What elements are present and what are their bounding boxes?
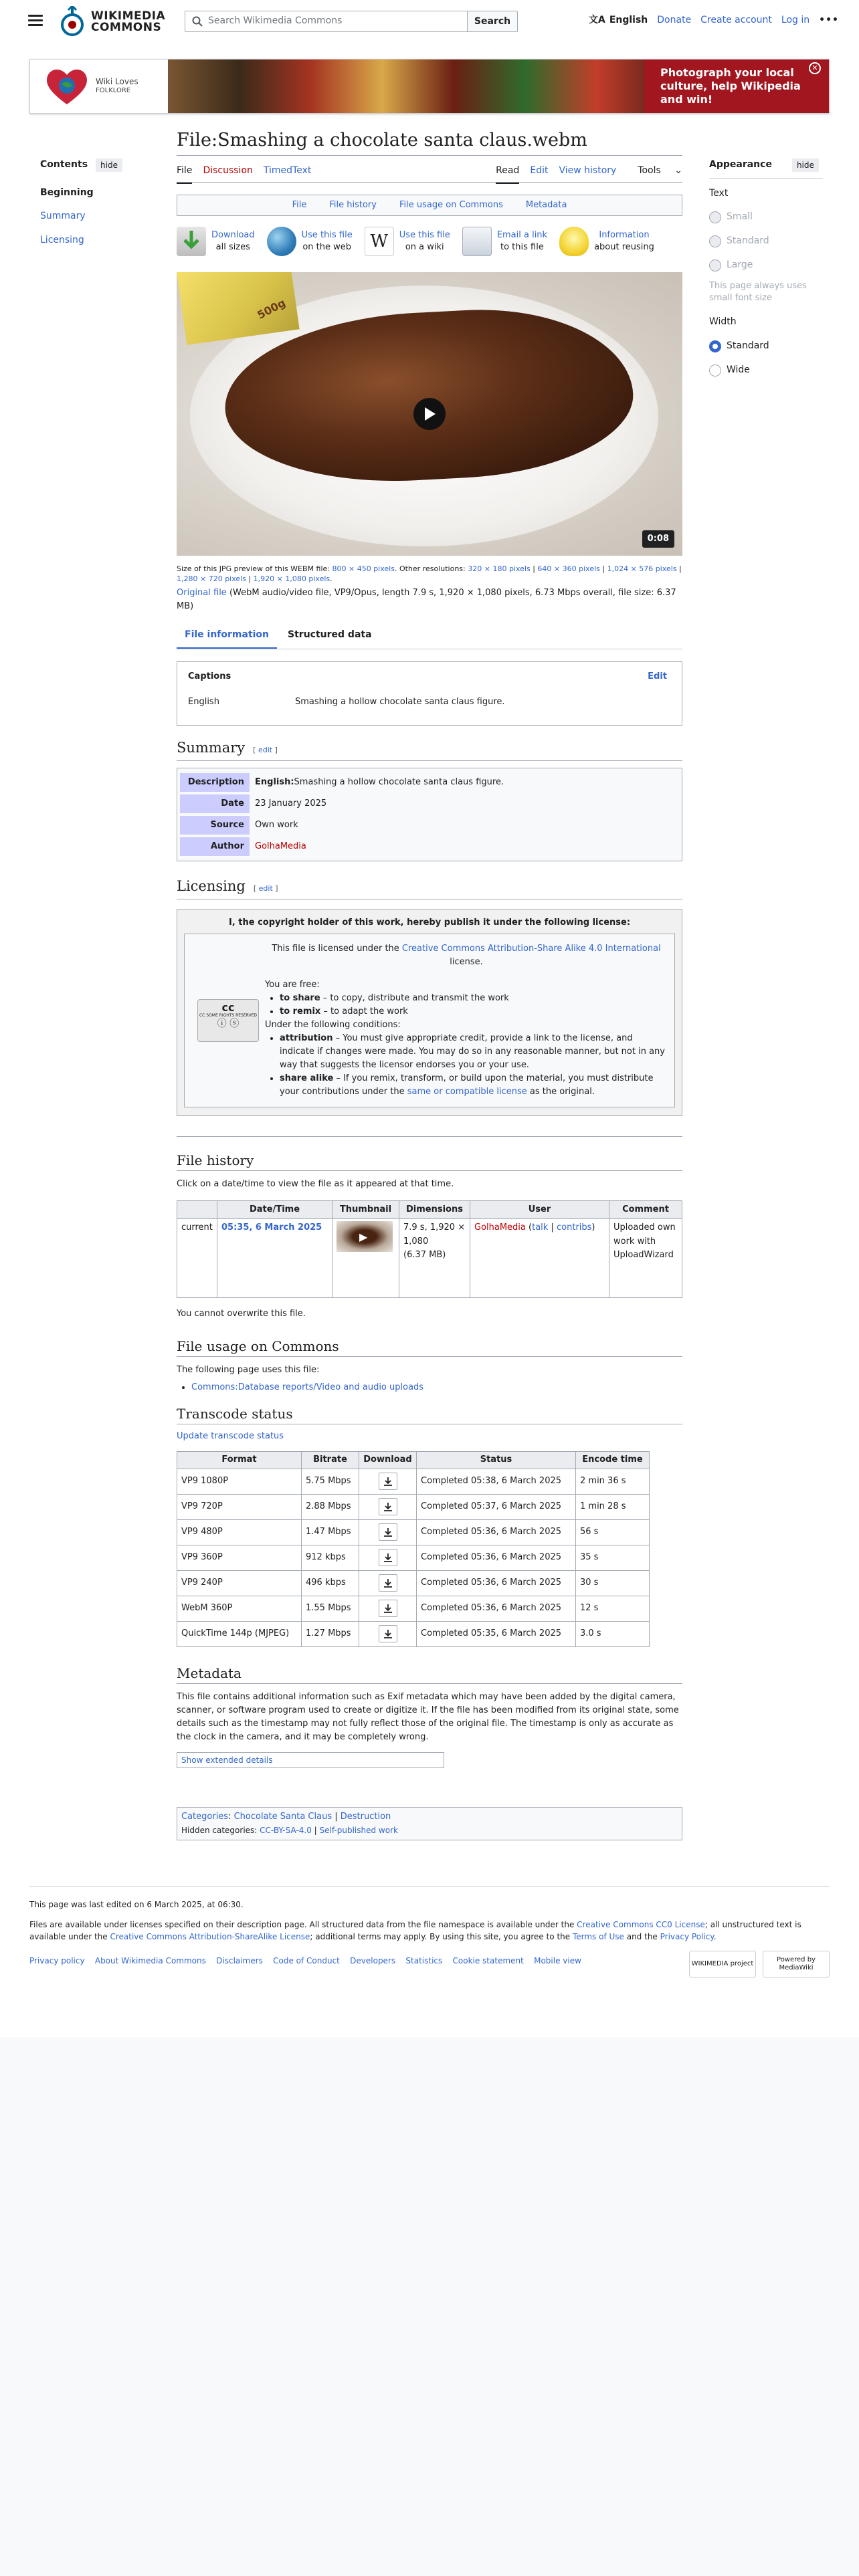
caption-language: English [188,697,219,708]
site-header [0,0,859,47]
language-icon: 文A [588,15,605,25]
wikipedia-icon: W [365,227,394,256]
license-text: This file is licensed under the Creative Commons Attribution-Share Alike 4.0 International license. You are free: • to share – to copy, distribute and transmit the work • to remix – to adapt the work Under the following conditions: • attribution – You must give appropriate credit, provide a link to the license, and indicate if changes were made. You may do so in any reasonable manner, but not in any way that suggests the licensor endorses you or your use. • share alike – If you remix, transform, or build upon the material, you must distribute your contributions under the same or compatible license as the original. [265,942,668,1099]
license-intro: I, the copyright holder of this work, hereby publish it under the following license: [228,918,631,928]
search-input[interactable]: Search Wikimedia Commons [185,11,468,32]
footer-link[interactable]: About Wikimedia Commons [94,1956,206,1965]
table-row: VP9 720P 2.88 Mbps Completed 05:37, 6 March 2025 1 min 28 s [177,1494,650,1519]
nav-file[interactable]: File [292,199,307,210]
radio-icon [709,235,721,247]
video-frame-bag: 500g [177,272,300,345]
summary-edit-link[interactable]: edit [258,746,273,754]
campaign-banner[interactable] [29,59,830,114]
logo-wordmark: WIKIMEDIA COMMONS [91,9,166,34]
summary-row: Date 23 January 2025 [180,794,679,814]
commons-logo-icon [59,6,86,38]
tools-menu[interactable]: Tools ⌄ [638,165,682,176]
text-size-standard: Standard [709,234,823,249]
history-date-link[interactable]: 05:35, 6 March 2025 [221,1222,322,1233]
powered-by-mediawiki-badge[interactable]: Powered by MediaWiki [763,1951,830,1977]
res-link[interactable]: 320 × 180 pixels [468,564,531,573]
log-in-link[interactable]: Log in [781,15,810,25]
file-usage-intro: The following page uses this file: [177,1364,320,1375]
table-row: WebM 360P 1.55 Mbps Completed 05:36, 6 March 2025 12 s [177,1596,650,1621]
author-link[interactable]: GolhaMedia [255,841,306,851]
page-tabs [177,158,682,183]
download-icon[interactable] [379,1523,397,1541]
footer-link[interactable]: Mobile view [534,1956,581,1965]
download-action[interactable]: Download all sizes [177,221,255,261]
nav-file-usage[interactable]: File usage on Commons [399,199,503,210]
banner-brand-line1: Wiki Loves [96,77,138,86]
captions-box [177,661,682,726]
summary-heading: Summary [ edit ] [177,738,682,761]
radio-selected-icon [709,340,721,352]
res-link[interactable]: 1,920 × 1,080 pixels [253,574,330,583]
table-of-contents [40,158,147,248]
summary-table [177,768,682,861]
transcode-heading: Transcode status [177,1404,682,1424]
caption-text: Smashing a hollow chocolate santa claus figure. [295,697,505,708]
text-size-label: Text [709,187,729,199]
transcode-table: Format Bitrate Download Status Encode time VP9 1080P 5.75 Mbps Completed 05:38, 6 March 2025 2 min 36 s VP9 720P 2.88 Mbps Completed 05:37, 6 March 2025 1 min 28 s VP9 480P 1.47 Mbps Completed 05:36, 6 March 2025 56 s VP9 360P 912 kbps Completed 05:36, 6 March 2025 35 s VP9 240P 496 kbps Completed 05:36, 6 March 2025 30 s WebM 360P 1.55 Mbps Completed 05:36, 6 March 2025 12 s QuickTime 144p (MJPEG) 1.27 Mbps Completed 05:35, 6 March 2025 3.0 s [177,1451,650,1647]
history-thumbnail[interactable] [337,1221,393,1252]
play-icon[interactable] [413,398,446,430]
video-duration: 0:08 [642,530,674,548]
width-standard[interactable]: Standard [709,339,823,354]
play-icon: ▶ [359,1230,368,1244]
radio-icon [709,211,721,223]
chevron-down-icon: ⌄ [674,165,682,176]
table-row: VP9 360P 912 kbps Completed 05:36, 6 March 2025 35 s [177,1545,650,1570]
radio-icon [709,364,721,377]
last-edited: This page was last edited on 6 March 2025, at 06:30. [29,1900,244,1909]
license-footer: Files are available under licenses specified on their description page. All structured data from the file namespace is available under the Creative Commons CC0 License; all unstructured text is available under the Creative Commons Attribution-ShareAlike License; additional terms may apply. By using this site, you agree to the Terms of Use and the Privacy Policy. [29,1920,801,1941]
metadata-text: This file contains additional information such as Exif metadata which may have been added by the digital camera, scanner, or software program used to create or digitize it. If the file has been modified from its original state, some details such as the timestamp may not fully reflect those of the original file. The timestamp is only as accurate as the clock in the camera, and it may be completely wrong. [177,1691,679,1742]
captions-title: Captions [188,671,231,681]
banner-brand [30,60,168,113]
toc-hide-button[interactable]: hide [96,158,122,172]
res-link[interactable]: 640 × 360 pixels [537,564,600,573]
tab-discussion[interactable]: Discussion [203,165,253,176]
summary-row: Author GolhaMedia [180,837,679,857]
tab-edit[interactable]: Edit [530,165,549,176]
footer-link[interactable]: Privacy policy [29,1956,85,1965]
heart-globe-icon [43,66,90,107]
file-history-intro: Click on a date/time to view the file as it appeared at that time. [177,1179,454,1190]
licensing-heading: Licensing [ edit ] [177,876,682,899]
metadata-heading: Metadata [177,1663,682,1684]
banner-photos [168,60,644,113]
cc-license-link[interactable]: Creative Commons Attribution-Share Alike 4.0 International [401,944,661,954]
footer-link[interactable]: Cookie statement [452,1956,524,1965]
tab-structured-data[interactable]: Structured data [288,629,372,640]
download-icon[interactable] [379,1600,397,1617]
category-link[interactable]: Chocolate Santa Claus [233,1811,332,1822]
close-icon[interactable]: ✕ [809,62,821,74]
preview-size-link[interactable]: 800 × 450 pixels [332,564,395,573]
history-user-link[interactable]: GolhaMedia [474,1222,526,1233]
cc-by-sa-link[interactable]: Creative Commons Attribution-ShareAlike License [110,1932,310,1941]
tab-view-history[interactable]: View history [559,165,617,176]
site-logo[interactable] [59,4,165,40]
donate-link[interactable]: Donate [657,15,692,25]
page-title: File:Smashing a chocolate santa claus.webm [177,127,682,156]
res-link[interactable]: 1,024 × 576 pixels [607,564,677,573]
preview-size-info: Size of this JPG preview of this WEBM file: 800 × 450 pixels. Other resolutions: 320 × 180 pixels | 640 × 360 pixels | 1,024 × 576 pixels | 1,280 × 720 pixels | 1,920 × 1,080 pixels. [177,564,682,583]
original-file-info: Original file (WebM audio/video file, VP9/Opus, length 7.9 s, 1,920 × 1,080 pixels, 6.73 Mbps overall, file size: 6.37 MB) [177,588,676,611]
page-bottom-background [0,2037,859,2576]
nav-metadata[interactable]: Metadata [525,199,567,210]
lightbulb-icon [559,227,589,256]
licensing-edit-link[interactable]: edit [258,884,273,893]
footer-link[interactable]: Statistics [405,1956,443,1965]
toc-item-summary[interactable]: Summary [40,211,86,222]
radio-icon [709,259,721,272]
video-player[interactable] [177,272,682,556]
original-file-link[interactable]: Original file [177,588,227,598]
tab-read[interactable]: Read [496,164,519,184]
nav-file-history[interactable]: File history [329,199,377,210]
file-usage-page-link[interactable]: Commons:Database reports/Video and audio uploads [191,1382,424,1392]
reuse-info-action[interactable]: Information about reusing [559,221,654,261]
search-button[interactable]: Search [467,11,518,32]
hidden-category-link[interactable]: CC-BY-SA-4.0 [260,1825,312,1835]
file-actions [177,221,682,261]
user-contribs-link[interactable]: contribs [556,1222,592,1233]
summary-row: Description English: Smashing a hollow chocolate santa claus figure. [180,772,679,792]
toc-item-beginning[interactable]: Beginning [40,187,94,198]
footer-link[interactable]: Code of Conduct [273,1956,340,1965]
categories-box: Categories: Chocolate Santa Claus | Destruction Hidden categories: CC-BY-SA-4.0 | Self-published work [177,1807,682,1840]
compatible-license-link[interactable]: same or compatible license [407,1087,527,1097]
hidden-category-link[interactable]: Self-published work [319,1825,398,1835]
table-row: QuickTime 144p (MJPEG) 1.27 Mbps Completed 05:35, 6 March 2025 3.0 s [177,1621,650,1646]
width-label: Width [709,316,737,328]
categories-link[interactable]: Categories [181,1811,229,1822]
wikimedia-project-badge[interactable]: WIKIMEDIA project [689,1951,756,1977]
tab-file[interactable]: File [177,164,192,184]
table-row: current 05:35, 6 March 2025 ▶ 7.9 s, 1,920 × 1,080 (6.37 MB) GolhaMedia (talk | contribs) Uploaded own work with UploadWizard [177,1219,682,1298]
main-menu-icon[interactable] [28,15,43,27]
file-section-nav [177,195,682,216]
cc0-link[interactable]: Creative Commons CC0 License [577,1920,705,1929]
language-selector[interactable]: 文A English [589,13,648,28]
page-footer [29,1886,830,1971]
text-size-large: Large [709,258,823,273]
text-size-note: This page always uses small font size [709,281,807,304]
summary-row: Source Own work [180,815,679,835]
file-usage-heading: File usage on Commons [177,1336,682,1357]
license-box [177,909,682,1116]
file-info-tabs [177,628,682,649]
banner-cta[interactable]: Photograph your local culture, help Wikipedia and win! [644,60,829,113]
tab-timedtext[interactable]: TimedText [263,165,312,176]
category-link[interactable]: Destruction [340,1811,391,1822]
terms-link[interactable]: Terms of Use [572,1932,624,1941]
toc-item-licensing[interactable]: Licensing [40,235,84,246]
download-icon[interactable] [379,1625,397,1642]
appearance-panel [709,158,823,378]
download-icon[interactable] [379,1574,397,1592]
user-talk-link[interactable]: talk [532,1222,549,1233]
main-content [177,127,682,1840]
globe-icon [267,227,296,256]
cc-by-sa-badge-icon: cc CC SOME RIGHTS RESERVED ⓘ ⓢ [191,942,265,1099]
create-account-link[interactable]: Create account [700,15,772,25]
toc-title: Contents [40,159,88,170]
tab-file-information[interactable]: File information [177,628,277,649]
appearance-hide-button[interactable]: hide [792,158,819,172]
more-options-icon[interactable]: ••• [819,15,839,25]
file-history-heading: File history [177,1136,682,1171]
width-wide[interactable]: Wide [709,363,823,378]
table-row: VP9 480P 1.47 Mbps Completed 05:36, 6 March 2025 56 s [177,1519,650,1545]
update-transcode-link[interactable]: Update transcode status [177,1430,284,1441]
table-row: VP9 1080P 5.75 Mbps Completed 05:38, 6 March 2025 2 min 36 s [177,1469,650,1494]
search-icon [192,16,203,27]
download-icon[interactable] [379,1498,397,1515]
text-size-small: Small [709,210,823,225]
download-icon [177,227,206,256]
overwrite-note: You cannot overwrite this file. [177,1309,306,1319]
banner-brand-line2: FOLKLORE [96,87,131,94]
footer-link[interactable]: Disclaimers [216,1956,263,1965]
email-icon [462,227,492,256]
appearance-title: Appearance [709,159,772,170]
show-extended-details-button[interactable]: Show extended details [177,1752,444,1768]
res-link[interactable]: 1,280 × 720 pixels [177,574,246,583]
captions-edit-button[interactable]: Edit [648,671,667,681]
privacy-link[interactable]: Privacy Policy [660,1932,714,1941]
table-row: VP9 240P 496 kbps Completed 05:36, 6 March 2025 30 s [177,1570,650,1596]
email-link-action[interactable]: Email a link to this file [462,221,547,261]
use-on-wiki-action[interactable]: W Use this file on a wiki [365,221,450,261]
file-history-table: Date/Time Thumbnail Dimensions User Comment current 05:35, 6 March 2025 ▶ 7.9 s, 1,920 × 1,080 (6.37 MB) GolhaMedia (talk | contribs) Uploaded own work with UploadWizard [177,1200,682,1298]
footer-link[interactable]: Developers [350,1956,396,1965]
use-on-web-action[interactable]: Use this file on the web [267,221,353,261]
download-icon[interactable] [379,1473,397,1490]
download-icon[interactable] [379,1549,397,1566]
